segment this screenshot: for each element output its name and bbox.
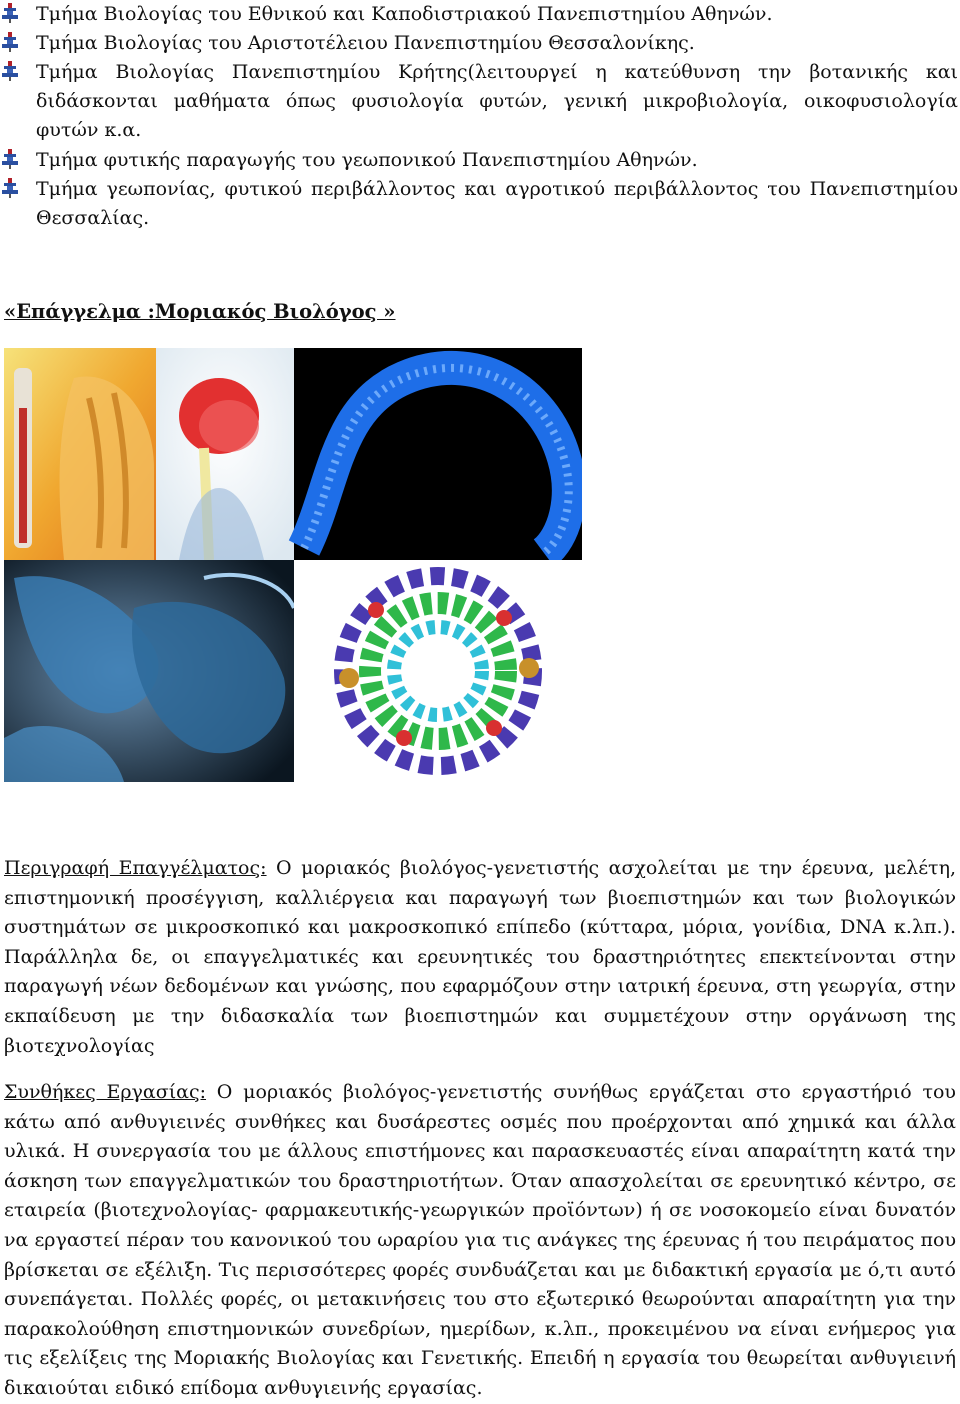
list-item-text: Τμήμα Βιολογίας Πανεπιστημίου Κρήτης(λειτουργεί η κατεύθυνση την βοτανικής και διδάσκονται μαθήματα όπως φυσιολογία φυτών, γενική μικροβιολογία, οικοφυσιολογία φυτών κ.α. bbox=[36, 61, 958, 141]
description-text: Ο μοριακός βιολόγος-γενετιστής ασχολείται με την έρευνα, μελέτη, επιστημονική προσέγγιση, καλλιέργεια και παραγωγή των βιοεπιστημών και των βιολογικών συστημάτων σε μικροσκοπικό και μακροσκοπικό επίπεδο (κύτταρα, μόρια, γονίδια, DNA κ.λπ.). Παράλληλα δε, οι επαγγελματικές και ερευνητικές του δραστηριότητες επεκτείνονται στην παραγωγή νέων δεδομένων και γνώσης, που εφαρμόζουν στην ιατρική έρευνα, στη γεωργία, στην εκπαίδευση με την διδασκαλία των βιοεπιστημών και συμμετέχουν στην οργάνωση της βιοτεχνολογίας bbox=[4, 857, 956, 1057]
cells-microscopy-image bbox=[4, 560, 294, 782]
section-heading: «Επάγγελμα :Μοριακός Βιολόγος » bbox=[4, 300, 396, 323]
list-item-text: Τμήμα φυτικής παραγωγής του γεωπονικού Πανεπιστημίου Αθηνών. bbox=[36, 149, 698, 171]
pushpin-bullet-icon bbox=[0, 61, 20, 81]
nematode-fluorescence-image bbox=[294, 348, 582, 560]
list-item-text: Τμήμα Βιολογίας του Αριστοτέλειου Πανεπιστημίου Θεσσαλονίκης. bbox=[36, 32, 695, 54]
pushpin-bullet-icon bbox=[0, 3, 20, 23]
pushpin-bullet-icon bbox=[0, 149, 20, 169]
conditions-text: Ο μοριακός βιολόγος-γενετιστής συνήθως εργάζεται στο εργαστήριό του κάτω από ανθυγιεινές συνθήκες και δυσάρεστες οσμές που προέρχονται από χημικά και άλλα υλικά. Η συνεργασία του με άλλους επιστήμονες και παρασκευαστές είναι απαραίτητη κατά την άσκηση των επαγγελματικών του δραστηριοτήτων. Όταν απασχολείται σε ερευνητικό κέντρο, σε εταιρεία (βιοτεχνολογίας- φαρμακευτικής-γεωργικών προϊόντων) ή σε νοσοκομείο είναι δυνατόν να εργαστεί πέραν του κανονικού του ωραρίου για τις ανάγκες της έρευνας ή του πειράματος που βρίσκεται σε εξέλιξη. Τις περισσότερες φορές συνδυάζεται και με διδακτική εργασία με ό,τι αυτό συνεπάγεται. Πολλές φορές, οι μετακινήσεις του στο εξωτερικό θεωρούνται απαραίτητη για την παρακολούθηση επιστημονικών συνεδρίων, ημερίδων, κ.λπ., προκειμένου να είναι ενήμερος για τις εξελίξεις της Μοριακής Βιολογίας και Γενετικής. Επειδή η εργασία του θεωρείται ανθυγιεινή δικαιούται ειδικό επίδομα ανθυγιεινής εργασίας. bbox=[4, 1081, 956, 1399]
biology-collage-image bbox=[4, 348, 582, 782]
description-paragraph bbox=[4, 854, 956, 1061]
conditions-paragraph bbox=[4, 1078, 956, 1404]
list-item-text: Τμήμα Βιολογίας του Εθνικού και Καποδιστριακού Πανεπιστημίου Αθηνών. bbox=[36, 3, 773, 25]
pushpin-bullet-icon bbox=[0, 32, 20, 52]
list-item bbox=[36, 58, 958, 145]
list-item bbox=[36, 0, 958, 29]
list-item bbox=[36, 175, 958, 233]
conditions-label: Συνθήκες Εργασίας: bbox=[4, 1081, 207, 1103]
protein-structure-image bbox=[294, 560, 582, 782]
list-item-text: Τμήμα γεωπονίας, φυτικού περιβάλλοντος και αγροτικού περιβάλλοντος του Πανεπιστημίου Θεσσαλίας. bbox=[36, 178, 958, 229]
list-item bbox=[36, 29, 958, 58]
description-label: Περιγραφή Επαγγέλματος: bbox=[4, 857, 267, 879]
list-item bbox=[36, 146, 958, 175]
fever-hand-image bbox=[4, 348, 156, 560]
pushpin-bullet-icon bbox=[0, 178, 20, 198]
brain-skeleton-image bbox=[156, 348, 294, 560]
